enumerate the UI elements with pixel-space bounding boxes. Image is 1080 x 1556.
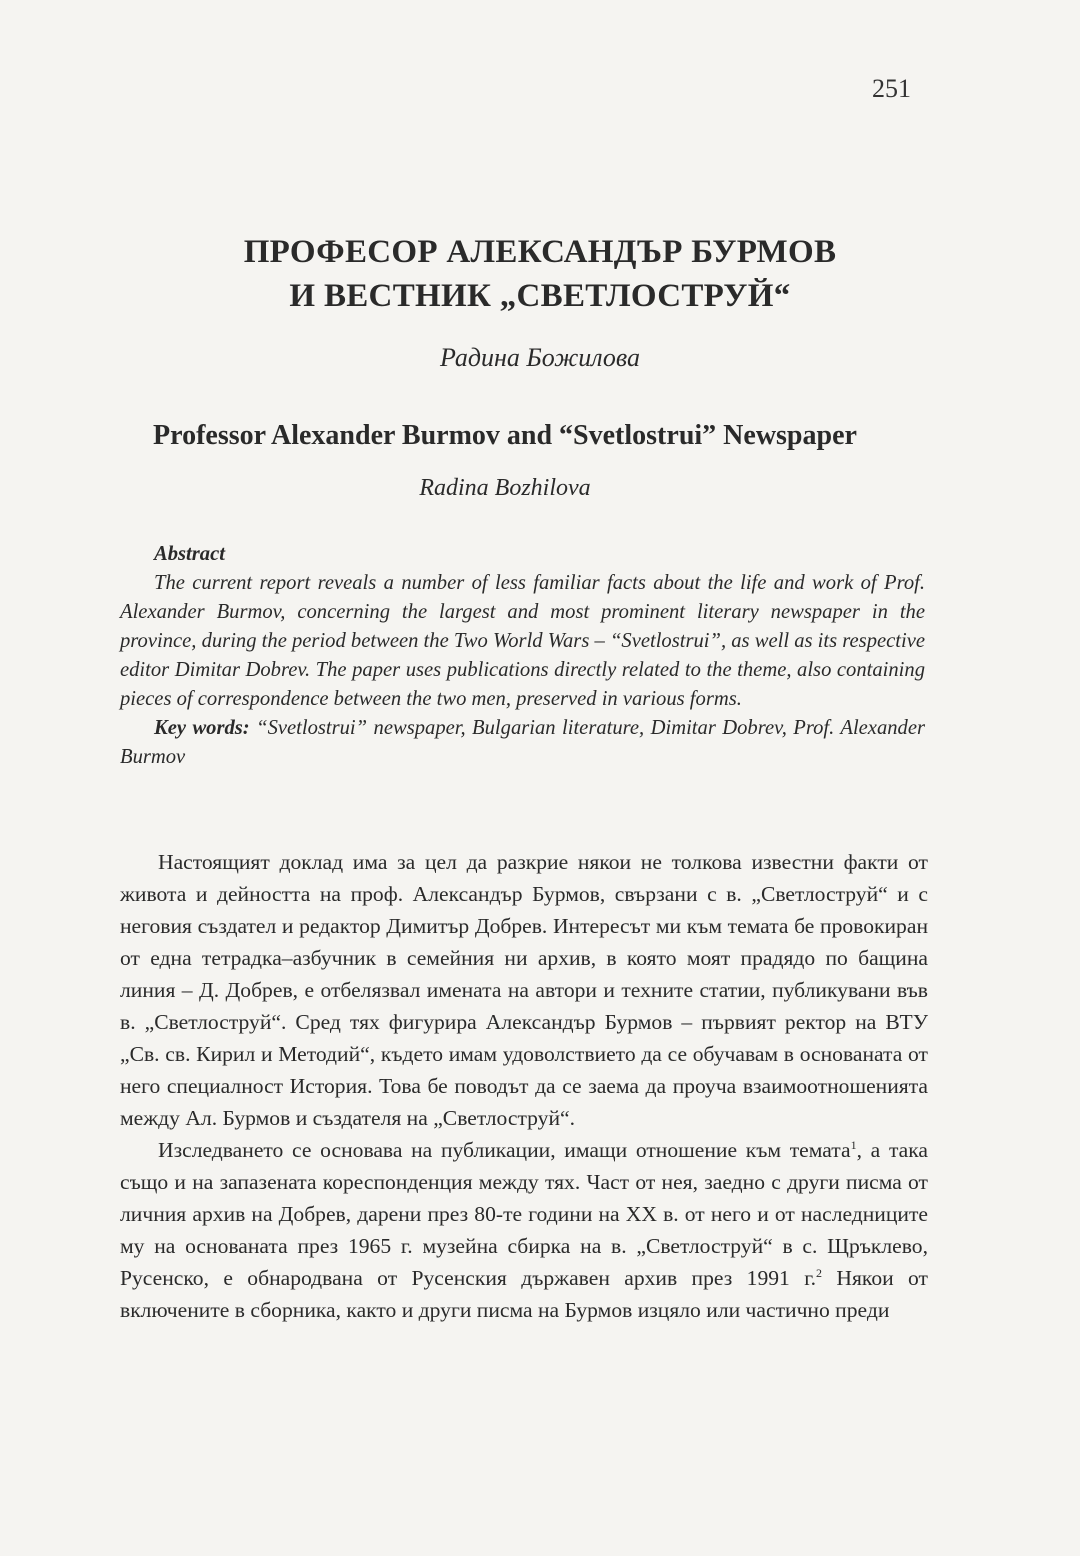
author-bulgarian: Радина Божилова — [439, 343, 641, 372]
page-number: 251 — [872, 74, 911, 103]
body-paragraph-2 — [120, 1134, 928, 1326]
title-bulgarian — [0, 230, 1080, 318]
body-paragraph-1: Настоящият доклад има за цел да разкрие някои не толкова известни факти от живота и дейността на проф. Александър Бурмов, свързани с в. „Светлоструй“ и с неговия създател и редактор Димитър Добрев. Интересът ми към темата бе провокиран от една тетрадка–азбучник в семейния ни архив, в която моят прадядо по бащина линия – Д. Добрев, е отбелязвал имената на автори и техните статии, публикувани във в. „Светлоструй“. Сред тях фигурира Александър Бурмов – първият ректор на ВТУ „Св. св. Кирил и Методий“, където имам удоволствието да се обучавам в основаната от него специалност История. Това бе поводът да се заема да проуча взаимоотношенията между Ал. Бурмов и създателя на „Светлоструй“. — [120, 850, 928, 1130]
abstract-section — [120, 540, 925, 772]
abstract-heading: Abstract — [154, 543, 225, 565]
body-paragraph-2-part-3: Някои от включените в сборника, както и други писма на Бурмов изцяло или частично преди — [120, 1266, 928, 1322]
title-line-2: И ВЕСТНИК „СВЕТЛОСТРУЙ“ — [289, 278, 791, 314]
keywords-text: “Svetlostrui” newspaper, Bulgarian literature, Dimitar Dobrev, Prof. Alexander Burmov — [120, 717, 925, 768]
body-paragraph-2-part-2: , а така също и на запазената кореспонденция между тях. Част от нея, заедно с други писма от личния архив на Добрев, дарени през 80-те години на XX в. от него и от наследниците му на основаната през 1965 г. музейна сбирка на в. „Светлоструй“ в с. Щръклево, Русенско, е обнародвана от Русенския държавен архив през 1991 г. — [120, 1138, 928, 1290]
keywords-label: Key words: — [154, 717, 250, 739]
keywords-paragraph — [120, 714, 925, 772]
footnote-marker-1[interactable]: 1 — [850, 1137, 857, 1152]
footnote-marker-2[interactable]: 2 — [816, 1265, 823, 1280]
abstract-text: The current report reveals a number of less familiar facts about the life and work of Prof. Alexander Burmov, concerning the largest and most prominent literary newspaper in the province, during the period between the Two World Wars – “Svetlostrui”, as well as its respective editor Dimitar Dobrev. The paper uses publications directly related to the theme, also containing pieces of correspondence between the two men, preserved in various forms. — [120, 572, 925, 710]
body-text — [120, 846, 928, 1326]
title-english: Professor Alexander Burmov and “Svetlostrui” Newspaper — [153, 420, 857, 451]
title-line-1: ПРОФЕСОР АЛЕКСАНДЪР БУРМОВ — [243, 234, 837, 270]
author-english: Radina Bozhilova — [419, 475, 591, 501]
body-paragraph-2-part-1: Изследването се основава на публикации, имащи отношение към темата — [158, 1138, 851, 1162]
